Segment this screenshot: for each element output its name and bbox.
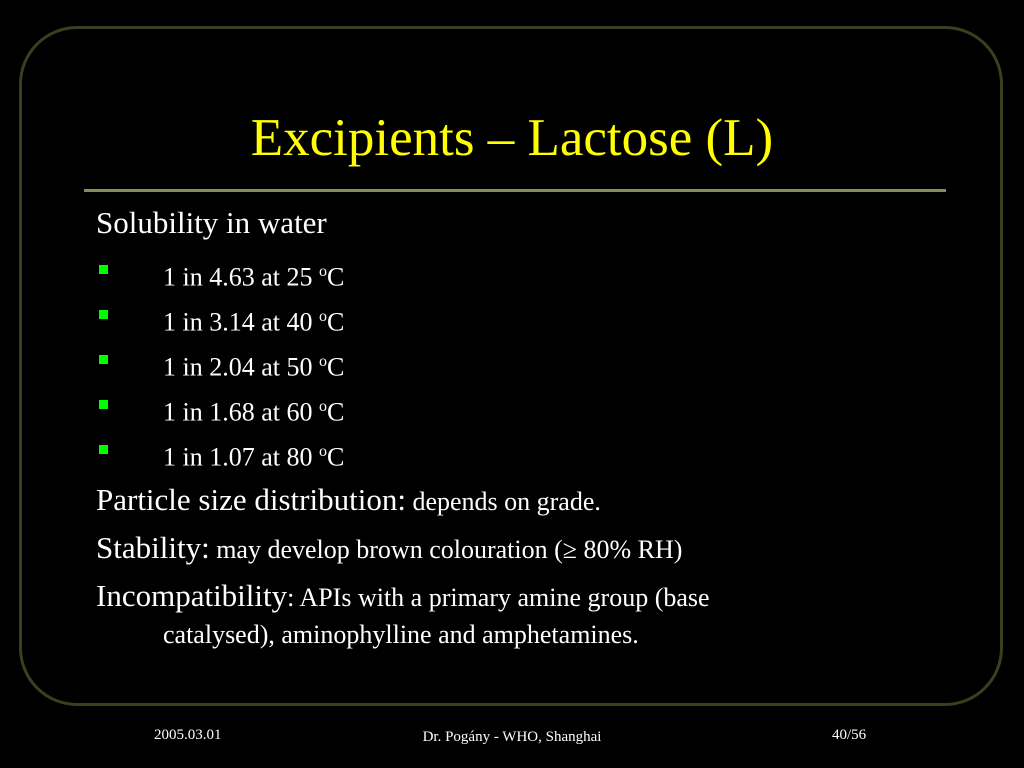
square-bullet-icon <box>99 310 108 319</box>
square-bullet-icon <box>99 265 108 274</box>
square-bullet-icon <box>99 445 108 454</box>
incompatibility-value-line1: : APIs with a primary amine group (base <box>287 583 710 612</box>
list-item <box>96 249 956 294</box>
unit-text: C <box>327 262 345 292</box>
bullet-text: 1 in 3.14 at 40 <box>163 307 319 337</box>
list-item <box>96 429 956 474</box>
bullet-text: 1 in 2.04 at 50 <box>163 352 319 382</box>
list-item <box>96 294 956 339</box>
list-item <box>96 339 956 384</box>
footer-date: 2005.03.01 <box>154 727 222 743</box>
square-bullet-icon <box>99 400 108 409</box>
degree-superscript: o <box>319 398 327 415</box>
footer-author: Dr. Pogány - WHO, Shanghai <box>422 729 602 745</box>
square-bullet-icon <box>99 355 108 364</box>
slide-body <box>96 203 956 652</box>
bullet-text: 1 in 4.63 at 25 <box>163 262 319 292</box>
degree-superscript: o <box>319 263 327 280</box>
footer-page-number: 40/56 <box>832 727 867 743</box>
degree-superscript: o <box>319 353 327 370</box>
incompatibility-label: Incompatibility <box>96 578 288 613</box>
slide-title: Excipients – Lactose (L) <box>250 109 774 167</box>
stability-value: may develop brown colouration (≥ 80% RH) <box>209 535 683 564</box>
stability-line <box>96 528 956 570</box>
unit-text: C <box>327 397 345 427</box>
particle-size-label: Particle size distribution: <box>96 482 406 517</box>
degree-superscript: o <box>319 443 327 460</box>
solubility-list <box>96 249 956 474</box>
bullet-text: 1 in 1.07 at 80 <box>163 442 319 472</box>
particle-size-value: depends on grade. <box>405 487 601 516</box>
bullet-text: 1 in 1.68 at 60 <box>163 397 319 427</box>
stability-label: Stability: <box>96 530 210 565</box>
unit-text: C <box>327 307 345 337</box>
list-item <box>96 384 956 429</box>
incompatibility-line <box>96 576 956 652</box>
particle-size-line <box>96 480 956 522</box>
unit-text: C <box>327 352 345 382</box>
incompatibility-value-line2: catalysed), aminophylline and amphetamines. <box>163 620 639 649</box>
title-divider <box>84 189 946 192</box>
degree-superscript: o <box>319 308 327 325</box>
unit-text: C <box>327 442 345 472</box>
solubility-heading: Solubility in water <box>96 205 327 240</box>
